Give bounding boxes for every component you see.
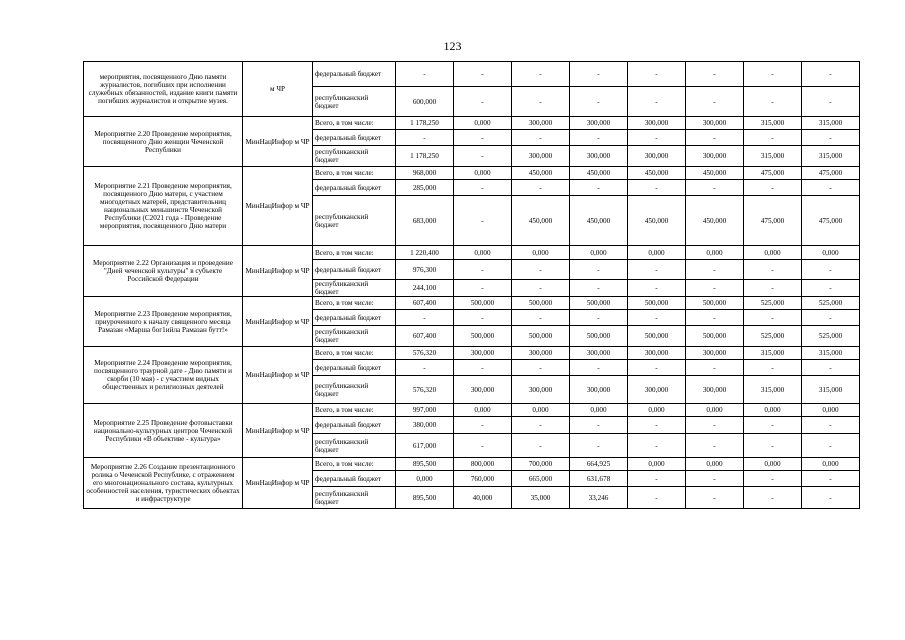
activity-cell: Мероприятие 2.22 Организация и проведение "Дней чеченской культуры" в субъекте Российской Федерации xyxy=(84,246,243,297)
activity-cell: Мероприятие 2.26 Создание презентационного ролика о Чеченской Республике, с отражением его многонационального состава, культурных особенностей населения, туристических объектах и инфраструктуре xyxy=(84,458,243,509)
amount-cell: - xyxy=(628,487,686,509)
amount-cell: 300,000 xyxy=(628,146,686,167)
amount-cell: - xyxy=(802,471,860,487)
table-row xyxy=(84,347,860,360)
amount-cell: 300,000 xyxy=(628,117,686,130)
amount-cell: - xyxy=(454,434,512,458)
amount-cell: 40,000 xyxy=(454,487,512,509)
amount-cell: 33,246 xyxy=(570,487,628,509)
amount-cell: 300,000 xyxy=(570,347,628,360)
amount-cell: 500,000 xyxy=(512,297,570,310)
funding-source-cell: Всего, в том числе: xyxy=(313,297,396,310)
amount-cell: 0,000 xyxy=(744,246,802,260)
amount-cell: - xyxy=(802,280,860,297)
amount-cell: - xyxy=(628,130,686,146)
amount-cell: 315,000 xyxy=(802,347,860,360)
amount-cell: - xyxy=(744,310,802,326)
amount-cell: - xyxy=(686,87,744,117)
amount-cell: 0,000 xyxy=(512,404,570,417)
activity-cell: мероприятия, посвященного Дню памяти журналистов, погибших при исполнении служебных обязанностей, издание книги памяти погибших журналистов и открытие музея. xyxy=(84,62,243,117)
amount-cell: - xyxy=(628,62,686,87)
amount-cell: - xyxy=(512,310,570,326)
amount-cell: - xyxy=(570,62,628,87)
amount-cell: 300,000 xyxy=(686,347,744,360)
amount-cell: 0,000 xyxy=(686,404,744,417)
amount-cell: - xyxy=(802,487,860,509)
amount-cell: - xyxy=(686,180,744,196)
amount-cell: 0,000 xyxy=(396,471,454,487)
table-row xyxy=(84,117,860,130)
amount-cell: - xyxy=(454,280,512,297)
amount-cell: - xyxy=(686,310,744,326)
amount-cell: - xyxy=(744,434,802,458)
amount-cell: 500,000 xyxy=(454,297,512,310)
amount-cell: 576,320 xyxy=(396,347,454,360)
amount-cell: 300,000 xyxy=(570,146,628,167)
amount-cell: - xyxy=(802,434,860,458)
amount-cell: - xyxy=(396,62,454,87)
amount-cell: 683,000 xyxy=(396,196,454,246)
table-row xyxy=(84,62,860,87)
funding-source-cell: федеральный бюджет xyxy=(313,471,396,487)
amount-cell: 607,400 xyxy=(396,326,454,347)
amount-cell: - xyxy=(686,487,744,509)
amount-cell: 500,000 xyxy=(512,326,570,347)
budget-table xyxy=(83,61,860,509)
page-number: 123 xyxy=(443,39,462,53)
amount-cell: 315,000 xyxy=(744,347,802,360)
amount-cell: 760,000 xyxy=(454,471,512,487)
amount-cell: 664,925 xyxy=(570,458,628,471)
amount-cell: 315,000 xyxy=(744,376,802,404)
activity-cell: Мероприятие 2.20 Проведение мероприятия, посвященного Дню женщин Чеченской Республики xyxy=(84,117,243,167)
funding-source-cell: Всего, в том числе: xyxy=(313,347,396,360)
amount-cell: - xyxy=(454,180,512,196)
amount-cell: 475,000 xyxy=(744,196,802,246)
amount-cell: - xyxy=(454,417,512,434)
amount-cell: - xyxy=(570,130,628,146)
amount-cell: 0,000 xyxy=(686,458,744,471)
amount-cell: - xyxy=(628,180,686,196)
funding-source-cell: Всего, в том числе: xyxy=(313,246,396,260)
table-row xyxy=(84,458,860,471)
amount-cell: 0,000 xyxy=(512,246,570,260)
amount-cell: 315,000 xyxy=(802,376,860,404)
amount-cell: - xyxy=(802,62,860,87)
amount-cell: - xyxy=(454,360,512,376)
amount-cell: - xyxy=(570,434,628,458)
amount-cell: - xyxy=(454,310,512,326)
amount-cell: 0,000 xyxy=(570,246,628,260)
amount-cell: 0,000 xyxy=(628,458,686,471)
executor-cell: МинНацИнфор м ЧР xyxy=(243,458,313,509)
amount-cell: 300,000 xyxy=(628,347,686,360)
amount-cell: - xyxy=(744,180,802,196)
amount-cell: - xyxy=(396,130,454,146)
amount-cell: - xyxy=(802,260,860,280)
amount-cell: 300,000 xyxy=(512,146,570,167)
amount-cell: - xyxy=(454,260,512,280)
amount-cell: - xyxy=(686,360,744,376)
amount-cell: 475,000 xyxy=(744,167,802,180)
amount-cell: 665,000 xyxy=(512,471,570,487)
amount-cell: 300,000 xyxy=(512,376,570,404)
amount-cell: - xyxy=(686,417,744,434)
amount-cell: 631,678 xyxy=(570,471,628,487)
amount-cell: - xyxy=(686,130,744,146)
amount-cell: 475,000 xyxy=(802,196,860,246)
amount-cell: - xyxy=(454,146,512,167)
amount-cell: 244,100 xyxy=(396,280,454,297)
amount-cell: 285,000 xyxy=(396,180,454,196)
funding-source-cell: федеральный бюджет xyxy=(313,310,396,326)
amount-cell: 895,500 xyxy=(396,458,454,471)
executor-cell: МинНацИнфор м ЧР xyxy=(243,404,313,458)
amount-cell: 0,000 xyxy=(686,246,744,260)
amount-cell: - xyxy=(396,360,454,376)
funding-source-cell: республиканский бюджет xyxy=(313,487,396,509)
funding-source-cell: республиканский бюджет xyxy=(313,280,396,297)
amount-cell: 617,000 xyxy=(396,434,454,458)
amount-cell: 315,000 xyxy=(744,146,802,167)
activity-cell: Мероприятие 2.21 Проведение мероприятия, посвященного Дню матери, с участием многодетных матерей, представительниц национальных меньшинств Чеченской Республики (С2021 года - Проведение мероприятия, посвященного Дню матери xyxy=(84,167,243,246)
funding-source-cell: республиканский бюджет xyxy=(313,146,396,167)
amount-cell: 300,000 xyxy=(628,376,686,404)
table-row xyxy=(84,167,860,180)
amount-cell: - xyxy=(802,360,860,376)
amount-cell: 0,000 xyxy=(744,404,802,417)
amount-cell: - xyxy=(686,62,744,87)
amount-cell: - xyxy=(512,280,570,297)
activity-cell: Мероприятие 2.23 Проведение мероприятия, приуроченного к началу священного месяца Рамазан «Марша бог1ийла Рамазан бутт!» xyxy=(84,297,243,347)
amount-cell: 300,000 xyxy=(512,117,570,130)
amount-cell: 607,400 xyxy=(396,297,454,310)
amount-cell: 500,000 xyxy=(686,297,744,310)
amount-cell: - xyxy=(744,280,802,297)
amount-cell: 300,000 xyxy=(686,146,744,167)
amount-cell: 450,000 xyxy=(570,167,628,180)
amount-cell: 300,000 xyxy=(570,376,628,404)
amount-cell: - xyxy=(570,417,628,434)
amount-cell: - xyxy=(628,417,686,434)
amount-cell: 0,000 xyxy=(454,167,512,180)
funding-source-cell: Всего, в том числе: xyxy=(313,117,396,130)
funding-source-cell: республиканский бюджет xyxy=(313,87,396,117)
amount-cell: 0,000 xyxy=(802,246,860,260)
amount-cell: - xyxy=(802,130,860,146)
amount-cell: 450,000 xyxy=(686,196,744,246)
amount-cell: 300,000 xyxy=(454,347,512,360)
amount-cell: 500,000 xyxy=(628,326,686,347)
amount-cell: - xyxy=(628,471,686,487)
amount-cell: 525,000 xyxy=(802,297,860,310)
amount-cell: - xyxy=(396,310,454,326)
amount-cell: 300,000 xyxy=(454,376,512,404)
amount-cell: - xyxy=(628,260,686,280)
amount-cell: 500,000 xyxy=(686,326,744,347)
amount-cell: 1 178,250 xyxy=(396,117,454,130)
amount-cell: - xyxy=(570,280,628,297)
amount-cell: - xyxy=(628,434,686,458)
amount-cell: 500,000 xyxy=(628,297,686,310)
amount-cell: 1 178,250 xyxy=(396,146,454,167)
amount-cell: - xyxy=(454,196,512,246)
executor-cell: МинНацИнфор м ЧР xyxy=(243,167,313,246)
amount-cell: 450,000 xyxy=(512,167,570,180)
budget-table-body xyxy=(84,62,860,509)
amount-cell: 525,000 xyxy=(802,326,860,347)
funding-source-cell: федеральный бюджет xyxy=(313,130,396,146)
activity-cell: Мероприятие 2.25 Проведение фотовыставки национально-культурных центров Чеченской Республики «В объективе - культура» xyxy=(84,404,243,458)
amount-cell: 500,000 xyxy=(570,326,628,347)
amount-cell: 500,000 xyxy=(570,297,628,310)
amount-cell: 315,000 xyxy=(802,146,860,167)
amount-cell: - xyxy=(744,130,802,146)
funding-source-cell: Всего, в том числе: xyxy=(313,404,396,417)
amount-cell: 1 220,400 xyxy=(396,246,454,260)
amount-cell: 450,000 xyxy=(686,167,744,180)
amount-cell: 300,000 xyxy=(512,347,570,360)
amount-cell: - xyxy=(512,260,570,280)
funding-source-cell: республиканский бюджет xyxy=(313,434,396,458)
funding-source-cell: республиканский бюджет xyxy=(313,376,396,404)
funding-source-cell: федеральный бюджет xyxy=(313,417,396,434)
amount-cell: - xyxy=(628,360,686,376)
amount-cell: - xyxy=(686,471,744,487)
amount-cell: - xyxy=(454,62,512,87)
amount-cell: 895,500 xyxy=(396,487,454,509)
amount-cell: 315,000 xyxy=(802,117,860,130)
amount-cell: - xyxy=(628,280,686,297)
amount-cell: - xyxy=(454,87,512,117)
funding-source-cell: республиканский бюджет xyxy=(313,196,396,246)
amount-cell: 0,000 xyxy=(802,404,860,417)
amount-cell: - xyxy=(512,62,570,87)
amount-cell: - xyxy=(686,280,744,297)
funding-source-cell: федеральный бюджет xyxy=(313,180,396,196)
amount-cell: - xyxy=(686,260,744,280)
amount-cell: 0,000 xyxy=(454,117,512,130)
amount-cell: - xyxy=(570,180,628,196)
funding-source-cell: федеральный бюджет xyxy=(313,360,396,376)
amount-cell: - xyxy=(744,87,802,117)
amount-cell: - xyxy=(570,360,628,376)
amount-cell: 300,000 xyxy=(686,117,744,130)
amount-cell: 300,000 xyxy=(570,117,628,130)
amount-cell: - xyxy=(802,417,860,434)
amount-cell: 525,000 xyxy=(744,326,802,347)
amount-cell: - xyxy=(570,310,628,326)
amount-cell: 976,300 xyxy=(396,260,454,280)
amount-cell: 800,000 xyxy=(454,458,512,471)
amount-cell: 968,000 xyxy=(396,167,454,180)
funding-source-cell: федеральный бюджет xyxy=(313,62,396,87)
amount-cell: 997,000 xyxy=(396,404,454,417)
table-row xyxy=(84,404,860,417)
amount-cell: - xyxy=(744,360,802,376)
amount-cell: 500,000 xyxy=(454,326,512,347)
amount-cell: 0,000 xyxy=(628,404,686,417)
amount-cell: 600,000 xyxy=(396,87,454,117)
amount-cell: 450,000 xyxy=(628,196,686,246)
amount-cell: 300,000 xyxy=(686,376,744,404)
amount-cell: 315,000 xyxy=(744,117,802,130)
amount-cell: - xyxy=(744,471,802,487)
amount-cell: 0,000 xyxy=(454,246,512,260)
amount-cell: 0,000 xyxy=(802,458,860,471)
funding-source-cell: федеральный бюджет xyxy=(313,260,396,280)
amount-cell: - xyxy=(744,417,802,434)
amount-cell: - xyxy=(802,180,860,196)
amount-cell: - xyxy=(512,130,570,146)
amount-cell: 380,000 xyxy=(396,417,454,434)
funding-source-cell: Всего, в том числе: xyxy=(313,167,396,180)
funding-source-cell: республиканский бюджет xyxy=(313,326,396,347)
amount-cell: 450,000 xyxy=(628,167,686,180)
amount-cell: - xyxy=(802,87,860,117)
executor-cell: м ЧР xyxy=(243,62,313,117)
amount-cell: 525,000 xyxy=(744,297,802,310)
funding-source-cell: Всего, в том числе: xyxy=(313,458,396,471)
amount-cell: - xyxy=(512,434,570,458)
executor-cell: МинНацИнфор м ЧР xyxy=(243,117,313,167)
amount-cell: - xyxy=(744,260,802,280)
executor-cell: МинНацИнфор м ЧР xyxy=(243,246,313,297)
amount-cell: - xyxy=(744,487,802,509)
amount-cell: - xyxy=(512,360,570,376)
amount-cell: 475,000 xyxy=(802,167,860,180)
amount-cell: 0,000 xyxy=(454,404,512,417)
amount-cell: - xyxy=(744,62,802,87)
amount-cell: - xyxy=(570,87,628,117)
executor-cell: МинНацИнфор м ЧР xyxy=(243,347,313,404)
amount-cell: - xyxy=(512,180,570,196)
amount-cell: - xyxy=(512,417,570,434)
executor-cell: МинНацИнфор м ЧР xyxy=(243,297,313,347)
amount-cell: 450,000 xyxy=(512,196,570,246)
amount-cell: - xyxy=(802,310,860,326)
amount-cell: - xyxy=(454,130,512,146)
table-row xyxy=(84,297,860,310)
amount-cell: 35,000 xyxy=(512,487,570,509)
amount-cell: 0,000 xyxy=(570,404,628,417)
table-row xyxy=(84,246,860,260)
amount-cell: 700,000 xyxy=(512,458,570,471)
amount-cell: 0,000 xyxy=(628,246,686,260)
amount-cell: 450,000 xyxy=(570,196,628,246)
amount-cell: - xyxy=(628,310,686,326)
amount-cell: - xyxy=(570,260,628,280)
amount-cell: - xyxy=(628,87,686,117)
amount-cell: 0,000 xyxy=(744,458,802,471)
amount-cell: - xyxy=(686,434,744,458)
amount-cell: 576,320 xyxy=(396,376,454,404)
amount-cell: - xyxy=(512,87,570,117)
activity-cell: Мероприятие 2.24 Проведение мероприятия, посвященного траурной дате - Дню памяти и скорби (10 мая) - с участием видных общественных и религиозных деятелей xyxy=(84,347,243,404)
